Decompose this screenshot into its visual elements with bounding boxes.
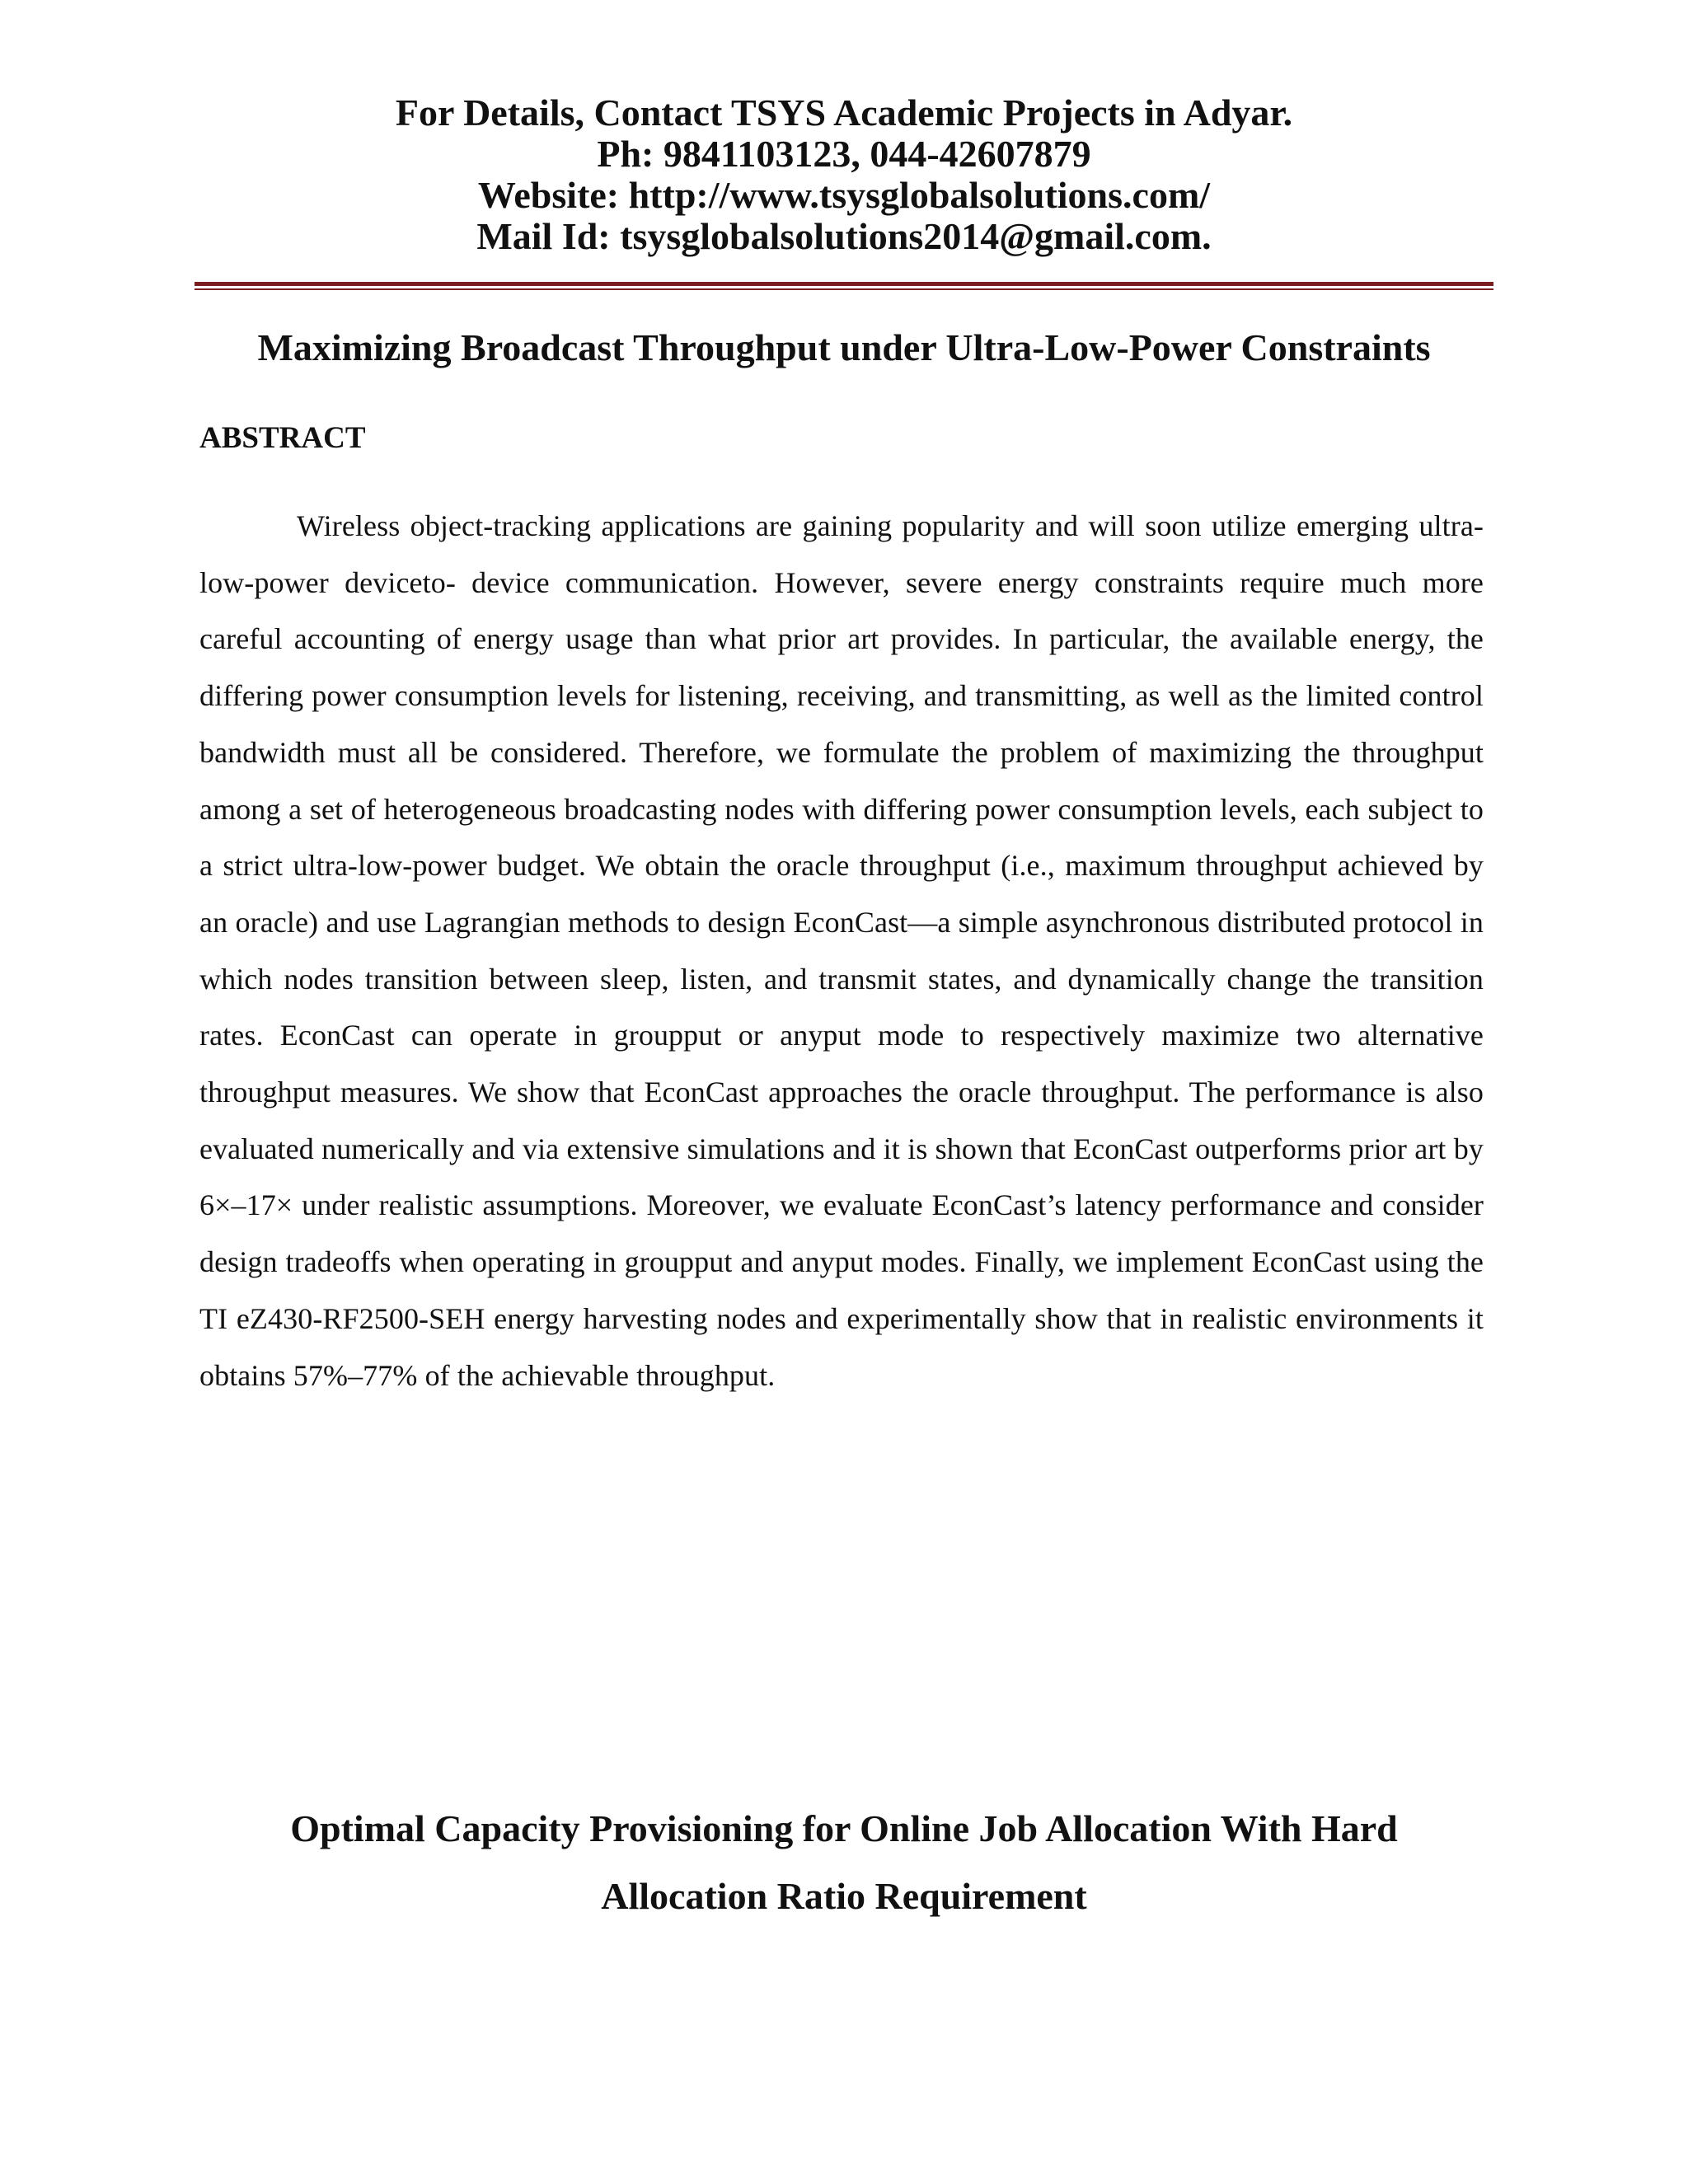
second-paper-title-line-2: Allocation Ratio Requirement [601,1875,1087,1917]
contact-line-website: Website: http://www.tsysglobalsolutions.com/ [477,174,1211,216]
header-divider-thick [195,282,1493,286]
contact-line-company: For Details, Contact TSYS Academic Projects in Adyar. [395,91,1293,134]
contact-line-phone: Ph: 9841103123, 044-42607879 [597,133,1091,175]
paper-title: Maximizing Broadcast Throughput under Ultra-Low-Power Constraints [257,326,1431,368]
contact-header [195,92,1493,257]
abstract-paragraph: Wireless object-tracking applications are gaining popularity and will soon utilize emerging ultra-low-power deviceto- device communication. However, severe energy constraints require much more careful accounting of energy usage than what prior art provides. In particular, the available energy, the differing power consumption levels for listening, receiving, and transmitting, as well as the limited control bandwidth must all be considered. Therefore, we formulate the problem of maximizing the throughput among a set of heterogeneous broadcasting nodes with differing power consumption levels, each subject to a strict ultra-low-power budget. We obtain the oracle throughput (i.e., maximum throughput achieved by an oracle) and use Lagrangian methods to design EconCast—a simple asynchronous distributed protocol in which nodes transition between sleep, listen, and transmit states, and dynamically change the transition rates. EconCast can operate in groupput or anyput mode to respectively maximize two alternative throughput measures. We show that EconCast approaches the oracle throughput. The performance is also evaluated numerically and via extensive simulations and it is shown that EconCast outperforms prior art by 6×–17× under realistic assumptions. Moreover, we evaluate EconCast’s latency performance and consider design tradeoffs when operating in groupput and anyput modes. Finally, we implement EconCast using the TI eZ430-RF2500-SEH energy harvesting nodes and experimentally show that in realistic environments it obtains 57%–77% of the achievable throughput. [199,509,1484,1392]
header-divider-thin [195,288,1493,290]
second-paper-title [195,1795,1493,1930]
second-paper-title-line-1: Optimal Capacity Provisioning for Online Job Allocation With Hard [290,1807,1398,1849]
abstract-heading: ABSTRACT [199,421,366,455]
contact-line-email: Mail Id: tsysglobalsolutions2014@gmail.com. [476,215,1212,257]
